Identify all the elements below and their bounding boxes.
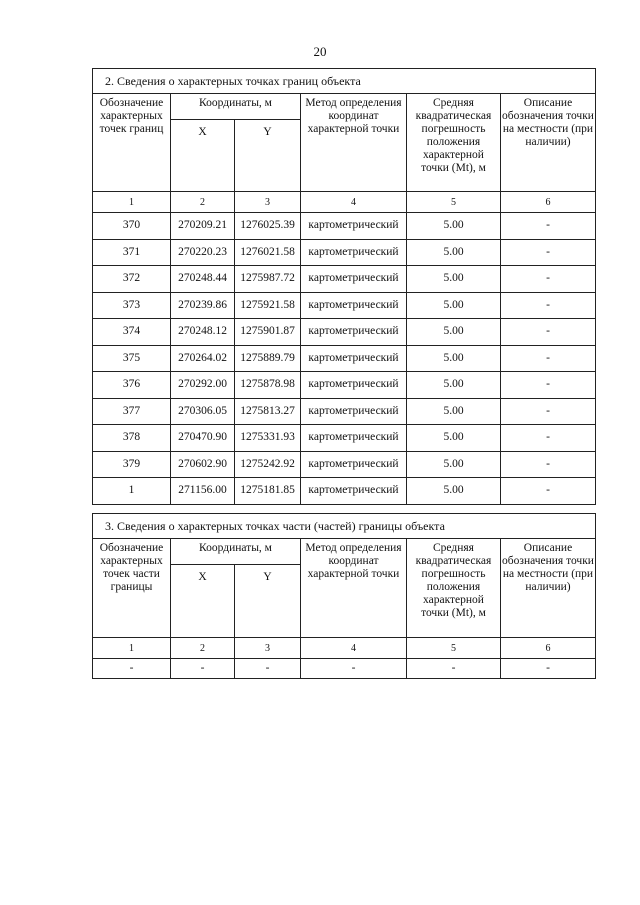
table-cell: картометрический <box>301 372 407 399</box>
table-cell: 1276021.58 <box>235 239 301 266</box>
table-row <box>93 372 596 399</box>
table-cell: 270248.12 <box>171 319 235 346</box>
table-cell: 373 <box>93 292 171 319</box>
table-row <box>93 266 596 293</box>
table-cell: - <box>501 239 596 266</box>
column-number: 1 <box>93 638 171 659</box>
page-number: 20 <box>313 44 327 59</box>
table-cell: картометрический <box>301 398 407 425</box>
table-cell: 5.00 <box>407 478 501 505</box>
table-cell: 271156.00 <box>171 478 235 505</box>
table-cell: - <box>501 659 596 679</box>
section-title: 2. Сведения о характерных точках границ объекта <box>93 69 596 94</box>
table-cell: 270602.90 <box>171 451 235 478</box>
table-cell: картометрический <box>301 345 407 372</box>
table-cell: 376 <box>93 372 171 399</box>
table-row <box>93 239 596 266</box>
table-cell: - <box>501 292 596 319</box>
table-cell: 1275901.87 <box>235 319 301 346</box>
boundary-points-rows <box>93 213 596 505</box>
table-cell: - <box>501 213 596 240</box>
table-cell: - <box>301 659 407 679</box>
header-error: Средняя квадратическая погрешность положения характерной точки (Mt), м <box>407 94 501 192</box>
table-row <box>93 451 596 478</box>
table-cell: 5.00 <box>407 213 501 240</box>
table-cell: 1275878.98 <box>235 372 301 399</box>
table-cell: 371 <box>93 239 171 266</box>
table-cell: 374 <box>93 319 171 346</box>
part-boundary-points-rows <box>93 659 596 679</box>
table-cell: - <box>501 425 596 452</box>
table-row <box>93 213 596 240</box>
table-cell: 1275921.58 <box>235 292 301 319</box>
table-cell: 5.00 <box>407 266 501 293</box>
table-cell: - <box>501 451 596 478</box>
table-cell: - <box>93 659 171 679</box>
table-cell: 270292.00 <box>171 372 235 399</box>
table-row <box>93 319 596 346</box>
header-x: X <box>171 120 235 192</box>
table-cell: - <box>501 372 596 399</box>
table-cell: 5.00 <box>407 372 501 399</box>
table-cell: 270264.02 <box>171 345 235 372</box>
table-cell: - <box>407 659 501 679</box>
header-coordinates: Координаты, м <box>171 94 301 120</box>
table-cell: 1275813.27 <box>235 398 301 425</box>
table-cell: 270248.44 <box>171 266 235 293</box>
table-cell: 1275987.72 <box>235 266 301 293</box>
column-number: 4 <box>301 192 407 213</box>
table-row <box>93 478 596 505</box>
table-cell: 270220.23 <box>171 239 235 266</box>
table-cell: картометрический <box>301 213 407 240</box>
table-row <box>93 659 596 679</box>
table-cell: - <box>501 266 596 293</box>
table-cell: - <box>501 478 596 505</box>
table-cell: 370 <box>93 213 171 240</box>
table-cell: картометрический <box>301 478 407 505</box>
table-cell: 270306.05 <box>171 398 235 425</box>
table-row <box>93 425 596 452</box>
table-cell: 270470.90 <box>171 425 235 452</box>
table-cell: - <box>501 319 596 346</box>
table-cell: 5.00 <box>407 398 501 425</box>
table-cell: 5.00 <box>407 319 501 346</box>
header-method: Метод определения координат характерной точки <box>301 539 407 638</box>
table-cell: 270209.21 <box>171 213 235 240</box>
column-number: 1 <box>93 192 171 213</box>
table-cell: картометрический <box>301 292 407 319</box>
table-cell: - <box>171 659 235 679</box>
table-cell: картометрический <box>301 451 407 478</box>
column-number: 2 <box>171 638 235 659</box>
column-number: 5 <box>407 192 501 213</box>
table-cell: 1275331.93 <box>235 425 301 452</box>
table-cell: 270239.86 <box>171 292 235 319</box>
column-number: 3 <box>235 638 301 659</box>
header-coordinates: Координаты, м <box>171 539 301 565</box>
boundary-points-table <box>92 68 596 505</box>
section-title: 3. Сведения о характерных точках части (частей) границы объекта <box>93 514 596 539</box>
table-cell: 377 <box>93 398 171 425</box>
header-designation: Обозначение характерных точек границ <box>93 94 171 192</box>
table-cell: 5.00 <box>407 425 501 452</box>
column-number: 4 <box>301 638 407 659</box>
table-cell: 5.00 <box>407 345 501 372</box>
header-x: X <box>171 565 235 638</box>
header-designation: Обозначение характерных точек части границы <box>93 539 171 638</box>
header-method: Метод определения координат характерной точки <box>301 94 407 192</box>
table-cell: 378 <box>93 425 171 452</box>
table-cell: 5.00 <box>407 451 501 478</box>
table-cell: 1275181.85 <box>235 478 301 505</box>
table-cell: 1276025.39 <box>235 213 301 240</box>
table-cell: картометрический <box>301 239 407 266</box>
table-cell: 1275889.79 <box>235 345 301 372</box>
table-cell: 5.00 <box>407 292 501 319</box>
table-cell: - <box>501 345 596 372</box>
header-description: Описание обозначения точки на местности (при наличии) <box>501 539 596 638</box>
table-cell: 1275242.92 <box>235 451 301 478</box>
table-cell: 372 <box>93 266 171 293</box>
column-number: 6 <box>501 638 596 659</box>
table-cell: картометрический <box>301 319 407 346</box>
table-cell: 5.00 <box>407 239 501 266</box>
table-cell: 379 <box>93 451 171 478</box>
table-cell: 375 <box>93 345 171 372</box>
table-cell: картометрический <box>301 266 407 293</box>
header-error: Средняя квадратическая погрешность положения характерной точки (Mt), м <box>407 539 501 638</box>
column-number: 2 <box>171 192 235 213</box>
header-y: Y <box>235 120 301 192</box>
column-number: 6 <box>501 192 596 213</box>
table-row <box>93 398 596 425</box>
part-boundary-points-table <box>92 513 596 679</box>
header-y: Y <box>235 565 301 638</box>
table-row <box>93 345 596 372</box>
table-cell: картометрический <box>301 425 407 452</box>
table-row <box>93 292 596 319</box>
column-number: 5 <box>407 638 501 659</box>
column-number: 3 <box>235 192 301 213</box>
table-cell: - <box>235 659 301 679</box>
table-cell: 1 <box>93 478 171 505</box>
table-cell: - <box>501 398 596 425</box>
header-description: Описание обозначения точки на местности (при наличии) <box>501 94 596 192</box>
